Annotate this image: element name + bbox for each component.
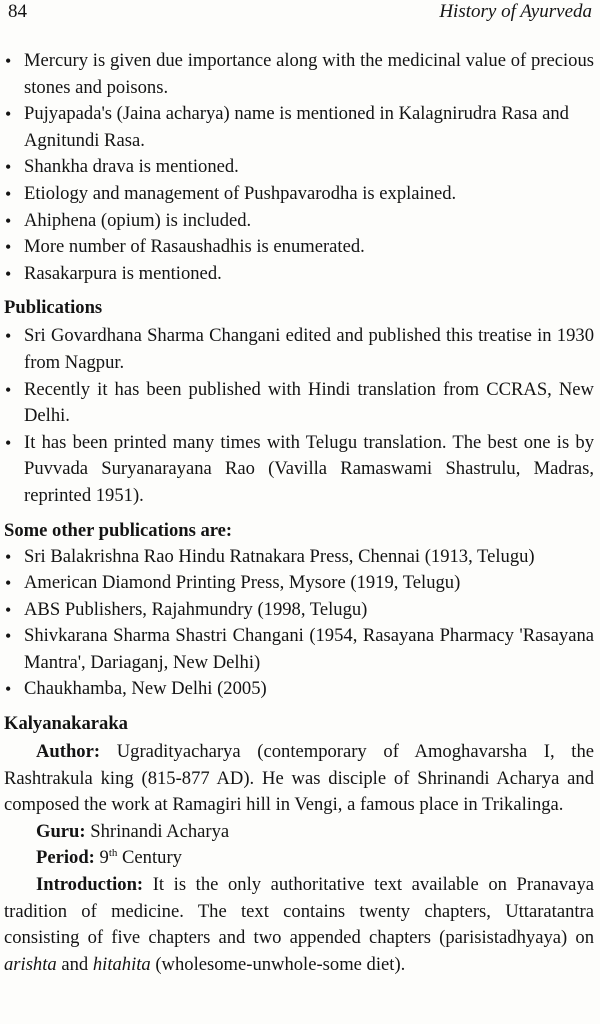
- introduction-text: (wholesome-unwhole-some diet).: [150, 953, 406, 975]
- period-label: Period:: [36, 847, 95, 869]
- features-list: [4, 48, 594, 287]
- list-item: • American Diamond Printing Press, Mysore (1919, Telugu): [4, 570, 594, 597]
- guru-text: Shrinandi Acharya: [85, 820, 230, 842]
- list-item: • Etiology and management of Pushpavarodha is explained.: [4, 181, 594, 208]
- list-item: • It has been printed many times with Telugu translation. The best one is by Puvvada Suryanarayana Rao (Vavilla Ramaswami Shastrulu, Madras, reprinted 1951).: [4, 430, 594, 510]
- publications-list: [4, 323, 594, 509]
- running-title: History of Ayurveda: [439, 1, 592, 22]
- author-paragraph: [4, 739, 594, 819]
- introduction-text: and: [56, 953, 93, 975]
- period-ordinal: th: [108, 847, 118, 860]
- list-item: • Sri Govardhana Sharma Changani edited and published this treatise in 1930 from Nagpur.: [4, 323, 594, 376]
- list-item: • Shivkarana Sharma Shastri Changani (1954, Rasayana Pharmacy 'Rasayana Mantra', Dariaganj, New Delhi): [4, 623, 594, 676]
- list-item: • Chaukhamba, New Delhi (2005): [4, 676, 594, 703]
- author-label: Author:: [36, 741, 101, 763]
- other-publications-heading: Some other publications are:: [4, 519, 233, 541]
- arishta-term: arishta: [4, 953, 57, 975]
- introduction-label: Introduction:: [36, 874, 144, 896]
- list-item: • ABS Publishers, Rajahmundry (1998, Telugu): [4, 597, 594, 624]
- list-item: • Ahiphena (opium) is included.: [4, 208, 594, 235]
- period-value: 9: [94, 847, 109, 869]
- other-publications-list: [4, 544, 594, 704]
- author-text: Ugradityacharya (contemporary of Amoghavarsha I, the Rashtrakula king (815-877 AD). He was disciple of Shrinandi Acharya and composed the work at Ramagiri hill in Vengi, a famous place in Trikalinga.: [4, 741, 594, 816]
- page-number: 84: [8, 1, 27, 22]
- kalyanakaraka-heading: Kalyanakaraka: [4, 713, 128, 735]
- list-item: • Recently it has been published with Hindi translation from CCRAS, New Delhi.: [4, 377, 594, 430]
- list-item: • Shankha drava is mentioned.: [4, 154, 594, 181]
- introduction-paragraph: [4, 872, 594, 978]
- period-suffix: Century: [117, 847, 182, 869]
- list-item: • Rasakarpura is mentioned.: [4, 261, 594, 288]
- introduction-text: It is the only authoritative text available on Pranavaya tradition of medicine. The text contains twenty chapters, Uttaratantra consisting of five chapters and two appended chapters (parisistadhyaya) on: [4, 874, 594, 949]
- list-item: • Pujyapada's (Jaina acharya) name is mentioned in Kalagnirudra Rasa and Agnitundi Rasa.: [4, 101, 594, 154]
- period-paragraph: [4, 845, 594, 872]
- list-item: • Mercury is given due importance along with the medicinal value of precious stones and poisons.: [4, 48, 594, 101]
- guru-label: Guru:: [36, 820, 86, 842]
- guru-paragraph: [4, 819, 594, 846]
- hitahita-term: hitahita: [92, 953, 151, 975]
- list-item: • Sri Balakrishna Rao Hindu Ratnakara Press, Chennai (1913, Telugu): [4, 544, 594, 571]
- page-body: [4, 48, 594, 978]
- list-item: • More number of Rasaushadhis is enumerated.: [4, 234, 594, 261]
- page-header: [4, 0, 600, 24]
- publications-heading: Publications: [4, 297, 103, 319]
